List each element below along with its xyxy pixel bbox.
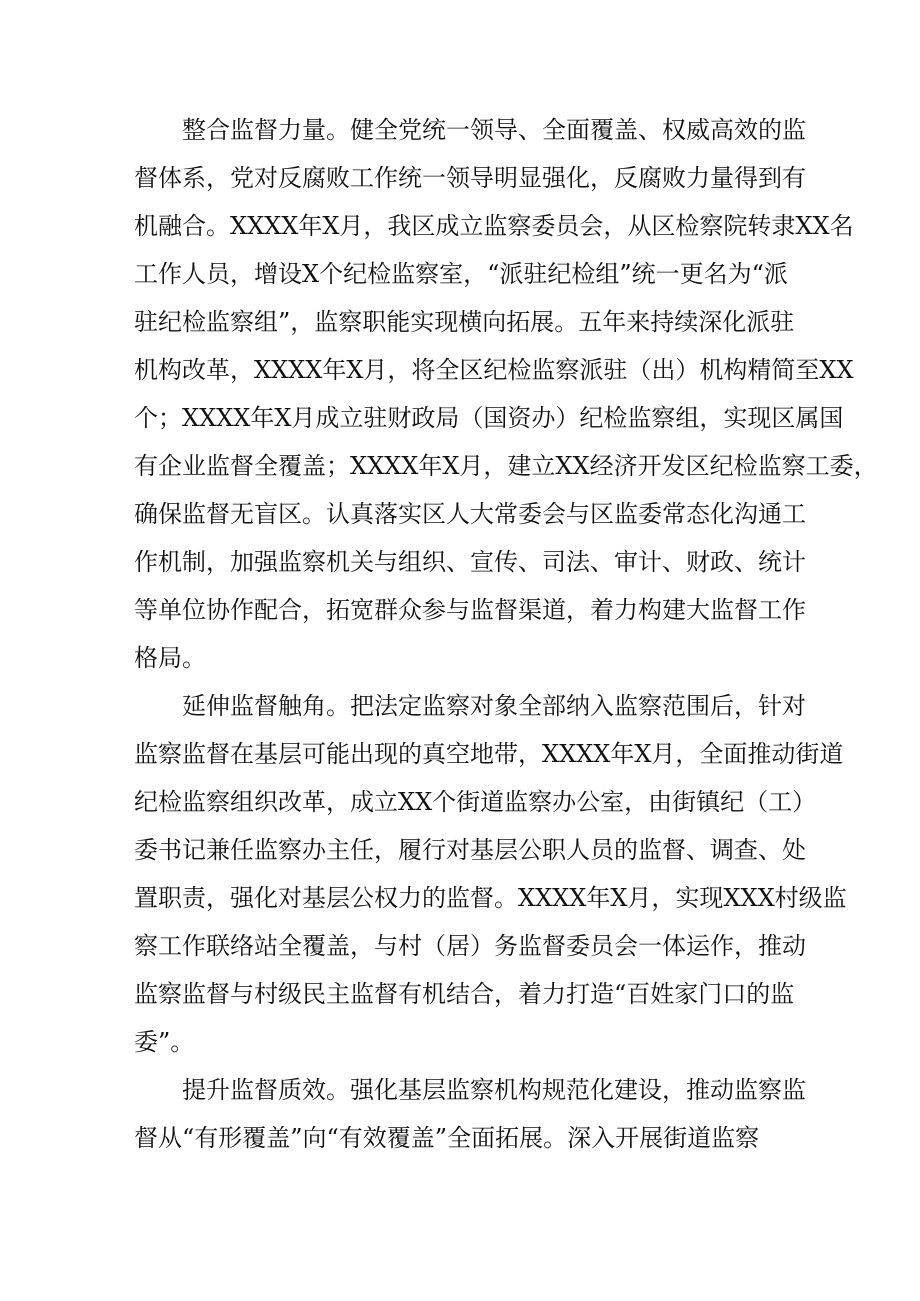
text-line: 督体系，党对反腐败工作统一领导明显强化，反腐败力量得到有 xyxy=(134,164,806,192)
text-line: 个；XXXX年X月成立驻财政局（国资办）纪检监察组，实现区属国 xyxy=(134,404,844,432)
text-line: 等单位协作配合，拓宽群众参与监督渠道，着力构建大监督工作 xyxy=(134,596,806,624)
text-line: 督从“有形覆盖”向“有效覆盖”全面拓展。深入开展街道监察 xyxy=(134,1124,760,1152)
text-line: 机融合。XXXX年X月，我区成立监察委员会，从区检察院转隶XX名 xyxy=(134,212,854,240)
text-line: 置职责，强化对基层公权力的监督。XXXX年X月，实现XXX村级监 xyxy=(134,884,847,912)
text-line: 机构改革，XXXX年X月，将全区纪检监察派驻（出）机构精简至XX xyxy=(134,356,854,384)
text-line: 监察监督在基层可能出现的真空地带，XXXX年X月，全面推动街道 xyxy=(134,740,844,768)
text-line: 工作人员，增设X个纪检监察室，“派驻纪检组”统一更名为“派 xyxy=(134,260,788,288)
text-line: 提升监督质效。强化基层监察机构规范化建设，推动监察监 xyxy=(182,1076,806,1104)
text-line: 纪检监察组织改革，成立XX个街道监察办公室，由街镇纪（工） xyxy=(134,788,817,816)
text-line: 整合监督力量。健全党统一领导、全面覆盖、权威高效的监 xyxy=(182,116,806,144)
text-line: 委书记兼任监察办主任，履行对基层公职人员的监督、调查、处 xyxy=(134,836,806,864)
text-line: 有企业监督全覆盖；XXXX年X月，建立XX经济开发区纪检监察工委， xyxy=(134,452,878,480)
text-line: 确保监督无盲区。认真落实区人大常委会与区监委常态化沟通工 xyxy=(134,500,806,528)
text-line: 格局。 xyxy=(134,644,206,672)
text-line: 延伸监督触角。把法定监察对象全部纳入监察范围后，针对 xyxy=(182,692,806,720)
text-line: 察工作联络站全覆盖，与村（居）务监督委员会一体运作，推动 xyxy=(134,932,806,960)
text-line: 监察监督与村级民主监督有机结合，着力打造“百姓家门口的监 xyxy=(134,980,795,1008)
text-line: 委”。 xyxy=(134,1028,195,1056)
text-line: 作机制，加强监察机关与组织、宣传、司法、审计、财政、统计 xyxy=(134,548,806,576)
text-line: 驻纪检监察组”，监察职能实现横向拓展。五年来持续深化派驻 xyxy=(134,308,795,336)
